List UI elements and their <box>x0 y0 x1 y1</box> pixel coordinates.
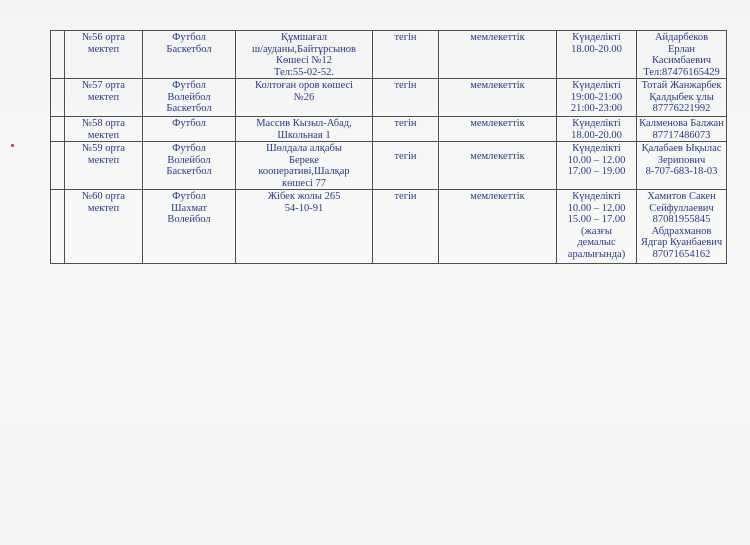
school-cell <box>65 190 143 264</box>
ownership-text: мемлекеттік <box>470 32 525 43</box>
schedule-line: 10.00 – 12.00 <box>567 202 626 214</box>
sports-cell <box>143 31 236 79</box>
ownership-cell <box>439 79 557 117</box>
school-cell <box>65 142 143 190</box>
address-line: Көшесі №12 <box>276 55 332 66</box>
contact-line: Айдарбеков <box>654 32 709 43</box>
contact-cell <box>637 31 727 79</box>
ownership-text: мемлекеттік <box>470 151 525 162</box>
sport-line: Шахмат <box>170 202 208 214</box>
fee-text: тегін <box>394 151 417 162</box>
school-line: №56 орта <box>82 32 125 43</box>
sport-line: Баскетбол <box>166 166 212 177</box>
address-line: Колтоған оров көшесі <box>254 80 353 91</box>
ink-dot <box>11 144 14 147</box>
schedule-line: 10.00 – 12.00 <box>567 154 626 166</box>
schedule-line: (жазғы <box>581 225 612 237</box>
address-line: Массив Кызыл-Абад, <box>256 118 352 129</box>
schedule-line: Күнделікті <box>572 191 621 202</box>
fee-text: тегін <box>394 32 417 43</box>
contact-cell <box>637 142 727 190</box>
contact-line: Тотай Жанжарбек <box>641 80 722 91</box>
sport-line: Баскетбол <box>166 43 212 55</box>
school-line: мектеп <box>87 129 120 141</box>
ownership-cell <box>439 190 557 264</box>
ownership-cell <box>439 31 557 79</box>
school-line: мектеп <box>87 202 120 214</box>
school-line: мектеп <box>87 154 120 166</box>
fee-cell <box>373 190 439 264</box>
address-line: Жібек жолы 265 <box>267 191 341 202</box>
sport-line: Футбол <box>172 80 206 91</box>
contact-line: Зерипович <box>657 154 706 166</box>
address-line: №26 <box>293 91 315 103</box>
contact-line: Ядгар Куанбаевич <box>640 237 723 248</box>
fee-text: тегін <box>394 80 417 91</box>
schedule-cell <box>557 117 637 142</box>
contact-line: Тел:87476165429 <box>643 66 720 78</box>
school-cell <box>65 79 143 117</box>
schedule-line: 21:00-23:00 <box>570 103 623 114</box>
sport-line: Волейбол <box>167 91 211 103</box>
schedule-cell <box>557 31 637 79</box>
contact-line: 87717486073 <box>652 129 711 141</box>
contact-line: 87776221992 <box>652 103 711 114</box>
address-line: 54-10-91 <box>284 202 324 214</box>
school-line: №60 орта <box>82 191 125 202</box>
school-line: №57 орта <box>82 80 125 91</box>
schedule-cell <box>557 79 637 117</box>
sport-line: Волейбол <box>167 214 211 225</box>
index-cell <box>51 31 65 79</box>
ownership-text: мемлекеттік <box>470 118 525 129</box>
table-row <box>51 79 727 117</box>
address-cell <box>236 190 373 264</box>
ownership-cell <box>439 142 557 190</box>
ownership-text: мемлекеттік <box>470 80 525 91</box>
sport-line: Баскетбол <box>166 103 212 114</box>
schedule-line: 18.00-20.00 <box>571 43 622 55</box>
sport-line: Футбол <box>172 118 206 129</box>
address-line: Школьная 1 <box>277 129 331 141</box>
fee-text: тегін <box>394 191 417 202</box>
school-line: №59 орта <box>82 143 125 154</box>
sport-line: Волейбол <box>167 154 211 166</box>
school-cell <box>65 31 143 79</box>
address-line: Тел:55-02-52. <box>274 66 334 78</box>
sports-cell <box>143 190 236 264</box>
schedule-line: Күнделікті <box>572 80 621 91</box>
address-line: Құмшағал <box>281 32 327 43</box>
index-cell <box>51 190 65 264</box>
school-line: мектеп <box>87 43 120 55</box>
contact-line: Калменова Балжан <box>639 118 724 129</box>
contact-cell <box>637 117 727 142</box>
contact-line: 87071654162 <box>652 248 711 260</box>
fee-cell <box>373 31 439 79</box>
contact-line: 8-707-683-18-03 <box>645 166 718 177</box>
index-cell <box>51 142 65 190</box>
sport-line: Футбол <box>172 143 206 154</box>
contact-line: 87081955845 <box>652 214 711 225</box>
table-row <box>51 190 727 264</box>
contact-line: Қалдыбек ұлы <box>649 91 714 103</box>
sport-line: Футбол <box>172 32 206 43</box>
contact-cell <box>637 79 727 117</box>
sports-cell <box>143 79 236 117</box>
address-line: Шөлдала алқабы <box>266 143 342 154</box>
address-cell <box>236 117 373 142</box>
index-cell <box>51 117 65 142</box>
schedule-cell <box>557 142 637 190</box>
fee-cell <box>373 79 439 117</box>
schedule-line: демалыс <box>577 237 616 248</box>
table-row <box>51 31 727 79</box>
contact-line: Сейфуллаевич <box>649 202 714 214</box>
contact-line: Ерлан <box>667 43 696 55</box>
schedule-line: Күнделікті <box>572 143 621 154</box>
contact-line: Қалабаев Ықылас <box>641 143 722 154</box>
fee-cell <box>373 142 439 190</box>
address-cell <box>236 31 373 79</box>
contact-line: Абдрахманов <box>651 225 712 237</box>
address-line: Береке <box>288 154 320 166</box>
fee-cell <box>373 117 439 142</box>
address-line: ш/ауданы,Байтұрсынов <box>252 43 356 55</box>
schedule-cell <box>557 190 637 264</box>
schedule-line: 19:00-21:00 <box>570 91 623 103</box>
address-line: кооперативі,Шалқар <box>258 166 350 177</box>
address-line: көшесі 77 <box>281 177 327 189</box>
sports-cell <box>143 117 236 142</box>
table-row <box>51 117 727 142</box>
sports-cell <box>143 142 236 190</box>
school-line: мектеп <box>87 91 120 103</box>
ownership-cell <box>439 117 557 142</box>
schedule-line: Күнделікті <box>572 118 621 129</box>
schedule-line: аралығында) <box>567 248 626 260</box>
contact-line: Касимбаевич <box>652 55 711 66</box>
address-cell <box>236 79 373 117</box>
index-cell <box>51 79 65 117</box>
schedule-line: Күнделікті <box>572 32 621 43</box>
school-cell <box>65 117 143 142</box>
address-cell <box>236 142 373 190</box>
sport-line: Футбол <box>172 191 206 202</box>
schedule-line: 15.00 – 17.00 <box>567 214 626 225</box>
table-row <box>51 142 727 190</box>
schedule-line: 18.00-20.00 <box>571 129 622 141</box>
schedule-table <box>50 30 727 264</box>
ownership-text: мемлекеттік <box>470 191 525 202</box>
contact-cell <box>637 190 727 264</box>
school-line: №58 орта <box>82 118 125 129</box>
schedule-line: 17.00 – 19.00 <box>567 166 626 177</box>
contact-line: Хамитов Сакен <box>647 191 716 202</box>
fee-text: тегін <box>394 118 417 129</box>
